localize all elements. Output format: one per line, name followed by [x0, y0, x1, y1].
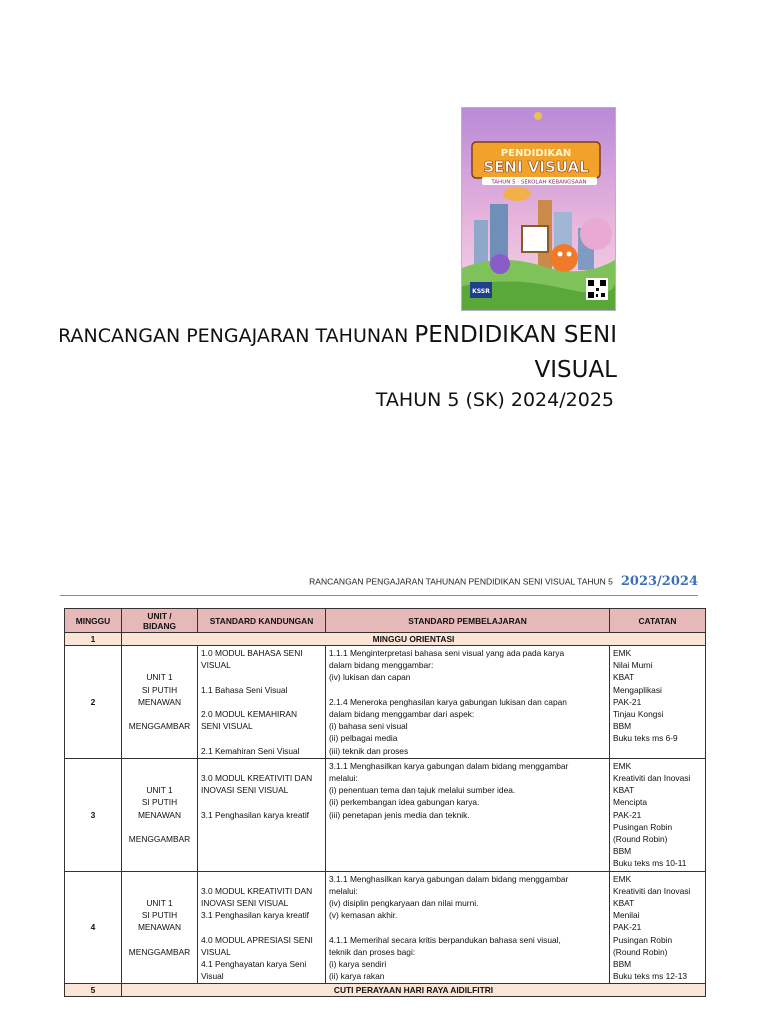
cell-line: 4.1 Penghayatan karya Seni: [201, 959, 307, 970]
cell-line: PAK-21: [613, 696, 642, 707]
standard-kandungan-cell: [198, 871, 326, 984]
cell-line: (i) bahasa seni visual: [329, 721, 408, 732]
cell-line: [329, 921, 606, 933]
cell-line: (Round Robin): [613, 946, 668, 957]
title-subject: PENDIDIKAN SENI: [414, 322, 617, 348]
cell-line: SENI VISUAL: [201, 721, 253, 732]
cell-line: [201, 671, 322, 683]
cell-line: BBM: [613, 846, 632, 857]
kssr-badge-label: KSSR: [472, 288, 490, 295]
cell-line: INOVASI SENI VISUAL: [201, 898, 289, 909]
col-header-catatan: CATATAN: [610, 609, 706, 633]
cell-line: 1.1 Bahasa Seni Visual: [201, 684, 288, 695]
col-header-standard-kandungan: STANDARD KANDUNGAN: [198, 609, 326, 633]
title-subject-cont: VISUAL: [534, 357, 617, 383]
qr-code-icon: [586, 278, 608, 300]
cell-line: [329, 684, 606, 696]
cell-line: [201, 760, 322, 772]
crest-icon: [534, 112, 542, 120]
table-row-week-1: [65, 633, 706, 646]
table-row-week-4: [65, 871, 706, 984]
catatan-cell: [610, 871, 706, 984]
cover-title-line1: PENDIDIKAN: [500, 148, 572, 159]
cell-line: MENGGAMBAR: [128, 834, 191, 845]
cell-line: KBAT: [613, 785, 635, 796]
cell-line: Pusingan Robin: [613, 821, 673, 832]
cell-line: (v) kemasan akhir.: [329, 910, 398, 921]
cell-line: 3.0 MODUL KREATIVITI DAN: [201, 773, 313, 783]
cell-line: KBAT: [613, 898, 635, 909]
cell-line: MENGGAMBAR: [128, 721, 191, 732]
standard-pembelajaran-cell: [326, 758, 610, 871]
table-row-week-5: [65, 984, 706, 997]
plan-table: [64, 608, 706, 997]
cell-line: MENGGAMBAR: [128, 946, 191, 957]
standard-kandungan-cell: [198, 646, 326, 759]
page-header-year: 2023/2024: [620, 574, 698, 589]
cell-line: Buku teks ms 6-9: [613, 733, 678, 744]
cell-line: PAK-21: [613, 922, 642, 933]
cell-line: Mencipta: [613, 797, 647, 808]
cell-line: Buku teks ms 10-11: [613, 858, 687, 869]
cell-line: (i) penentuan tema dan tajuk melalui sumber idea.: [329, 785, 516, 796]
cell-line: PAK-21: [613, 809, 642, 820]
orientation-band: MINGGU ORIENTASI: [122, 633, 706, 646]
cell-line: 3.1 Penghasilan karya kreatif: [201, 809, 310, 820]
cell-line: dalam bidang menggambar:: [329, 660, 434, 671]
header-rule: [60, 595, 698, 596]
page-header: [60, 571, 698, 593]
cell-line: EMK: [613, 873, 632, 884]
cell-line: [125, 708, 194, 720]
cell-line: teknik dan proses bagi:: [329, 946, 416, 957]
cell-line: 2.0 MODUL KEMAHIRAN: [201, 708, 298, 719]
cell-line: 4.1.1 Memerihal secara kritis berpandukan bahasa seni visual,: [329, 934, 561, 945]
cell-line: 2.1 Kemahiran Seni Visual: [201, 745, 300, 756]
cell-line: Visual: [201, 971, 224, 982]
cell-line: [201, 796, 322, 808]
cell-line: Menilai: [613, 910, 640, 921]
cell-line: SI PUTIH: [141, 910, 178, 921]
cell-line: 4.0 MODUL APRESIASI SENI: [201, 934, 313, 945]
col-header-standard-pembelajaran: STANDARD PEMBELAJARAN: [326, 609, 610, 633]
table-row-week-3: [65, 758, 706, 871]
cell-line: (Round Robin): [613, 834, 668, 845]
cell-line: Tinjau Kongsi: [613, 709, 664, 720]
cell-line: 3.1 Penghasilan karya kreatif: [201, 910, 310, 921]
cell-line: [125, 821, 194, 833]
cell-line: 3.0 MODUL KREATIVITI DAN: [201, 885, 313, 896]
cell-line: (iii) penetapan jenis media dan teknik.: [329, 809, 470, 820]
col-header-minggu: MINGGU: [65, 609, 122, 633]
cell-line: Mengaplikasi: [613, 684, 662, 695]
unit-cell: [122, 646, 198, 759]
cell-line: UNIT 1: [146, 672, 173, 683]
cell-line: 3.1.1 Menghasilkan karya gabungan dalam bidang menggambar: [329, 873, 569, 884]
cell-line: 2.1.4 Meneroka penghasilan karya gabungan lukisan dan capan: [329, 696, 567, 707]
cell-line: SI PUTIH: [141, 684, 178, 695]
cell-line: MENAWAN: [137, 696, 182, 707]
cell-line: melalui:: [329, 885, 358, 896]
cell-line: melalui:: [329, 773, 358, 784]
document-title: [25, 318, 617, 388]
cell-line: Kreativiti dan Inovasi: [613, 773, 691, 784]
week-number: 3: [65, 758, 122, 871]
col-header-unit: UNIT / BIDANG: [122, 609, 198, 633]
textbook-cover-image: [461, 107, 616, 311]
cell-line: BBM: [613, 721, 632, 732]
cell-line: Kreativiti dan Inovasi: [613, 885, 691, 896]
catatan-cell: [610, 758, 706, 871]
table-row-week-2: [65, 646, 706, 759]
cell-line: EMK: [613, 648, 632, 658]
unit-cell: [122, 871, 198, 984]
cell-line: [125, 934, 194, 946]
cell-line: (iv) disiplin pengkaryaan dan nilai murni.: [329, 898, 479, 909]
cell-line: Nilai Murni: [613, 660, 653, 671]
cell-line: MENAWAN: [137, 922, 182, 933]
unit-cell: [122, 758, 198, 871]
cell-line: VISUAL: [201, 660, 231, 671]
cell-line: [201, 873, 322, 885]
cell-line: (ii) pelbagai media: [329, 733, 398, 744]
document-subtitle: TAHUN 5 (SK) 2024/2025: [375, 389, 614, 411]
cell-line: [201, 732, 322, 744]
cover-title-line2: SENI VISUAL: [483, 158, 589, 176]
title-prefix: RANCANGAN PENGAJARAN TAHUNAN: [58, 325, 409, 347]
standard-pembelajaran-cell: [326, 646, 610, 759]
holiday-band: CUTI PERAYAAN HARI RAYA AIDILFITRI: [122, 984, 706, 997]
cell-line: KBAT: [613, 672, 635, 683]
cell-line: 1.1.1 Menginterpretasi bahasa seni visual yang ada pada karya: [329, 648, 565, 658]
week-number: 1: [65, 633, 122, 646]
cell-line: Pusingan Robin: [613, 934, 673, 945]
cell-line: (ii) perkembangan idea gabungan karya.: [329, 797, 480, 808]
cell-line: UNIT 1: [146, 785, 173, 796]
cell-line: 1.0 MODUL BAHASA SENI: [201, 648, 303, 658]
catatan-cell: [610, 646, 706, 759]
cell-line: (iii) teknik dan proses: [329, 745, 409, 756]
cell-line: INOVASI SENI VISUAL: [201, 785, 289, 796]
cell-line: MENAWAN: [137, 809, 182, 820]
table-header-row: [65, 609, 706, 633]
cell-line: BBM: [613, 959, 632, 970]
cell-line: [201, 696, 322, 708]
week-number: 5: [65, 984, 122, 997]
cell-line: (iv) lukisan dan capan: [329, 672, 411, 683]
cell-line: (i) karya sendiri: [329, 959, 387, 970]
page-header-text: RANCANGAN PENGAJARAN TAHUNAN PENDIDIKAN SENI VISUAL TAHUN 5: [309, 576, 613, 587]
cell-line: Buku teks ms 12-13: [613, 971, 688, 982]
cover-subtitle: TAHUN 5 · SEKOLAH KEBANGSAAN: [491, 179, 587, 186]
cell-line: SI PUTIH: [141, 797, 178, 808]
standard-kandungan-cell: [198, 758, 326, 871]
cell-line: [201, 921, 322, 933]
week-number: 2: [65, 646, 122, 759]
cell-line: 3.1.1 Menghasilkan karya gabungan dalam bidang menggambar: [329, 760, 569, 771]
week-number: 4: [65, 871, 122, 984]
cell-line: UNIT 1: [146, 898, 173, 909]
cell-line: (ii) karya rakan: [329, 971, 385, 982]
standard-pembelajaran-cell: [326, 871, 610, 984]
cell-line: VISUAL: [201, 946, 231, 957]
cell-line: dalam bidang menggambar dari aspek:: [329, 709, 475, 719]
cell-line: EMK: [613, 760, 632, 771]
